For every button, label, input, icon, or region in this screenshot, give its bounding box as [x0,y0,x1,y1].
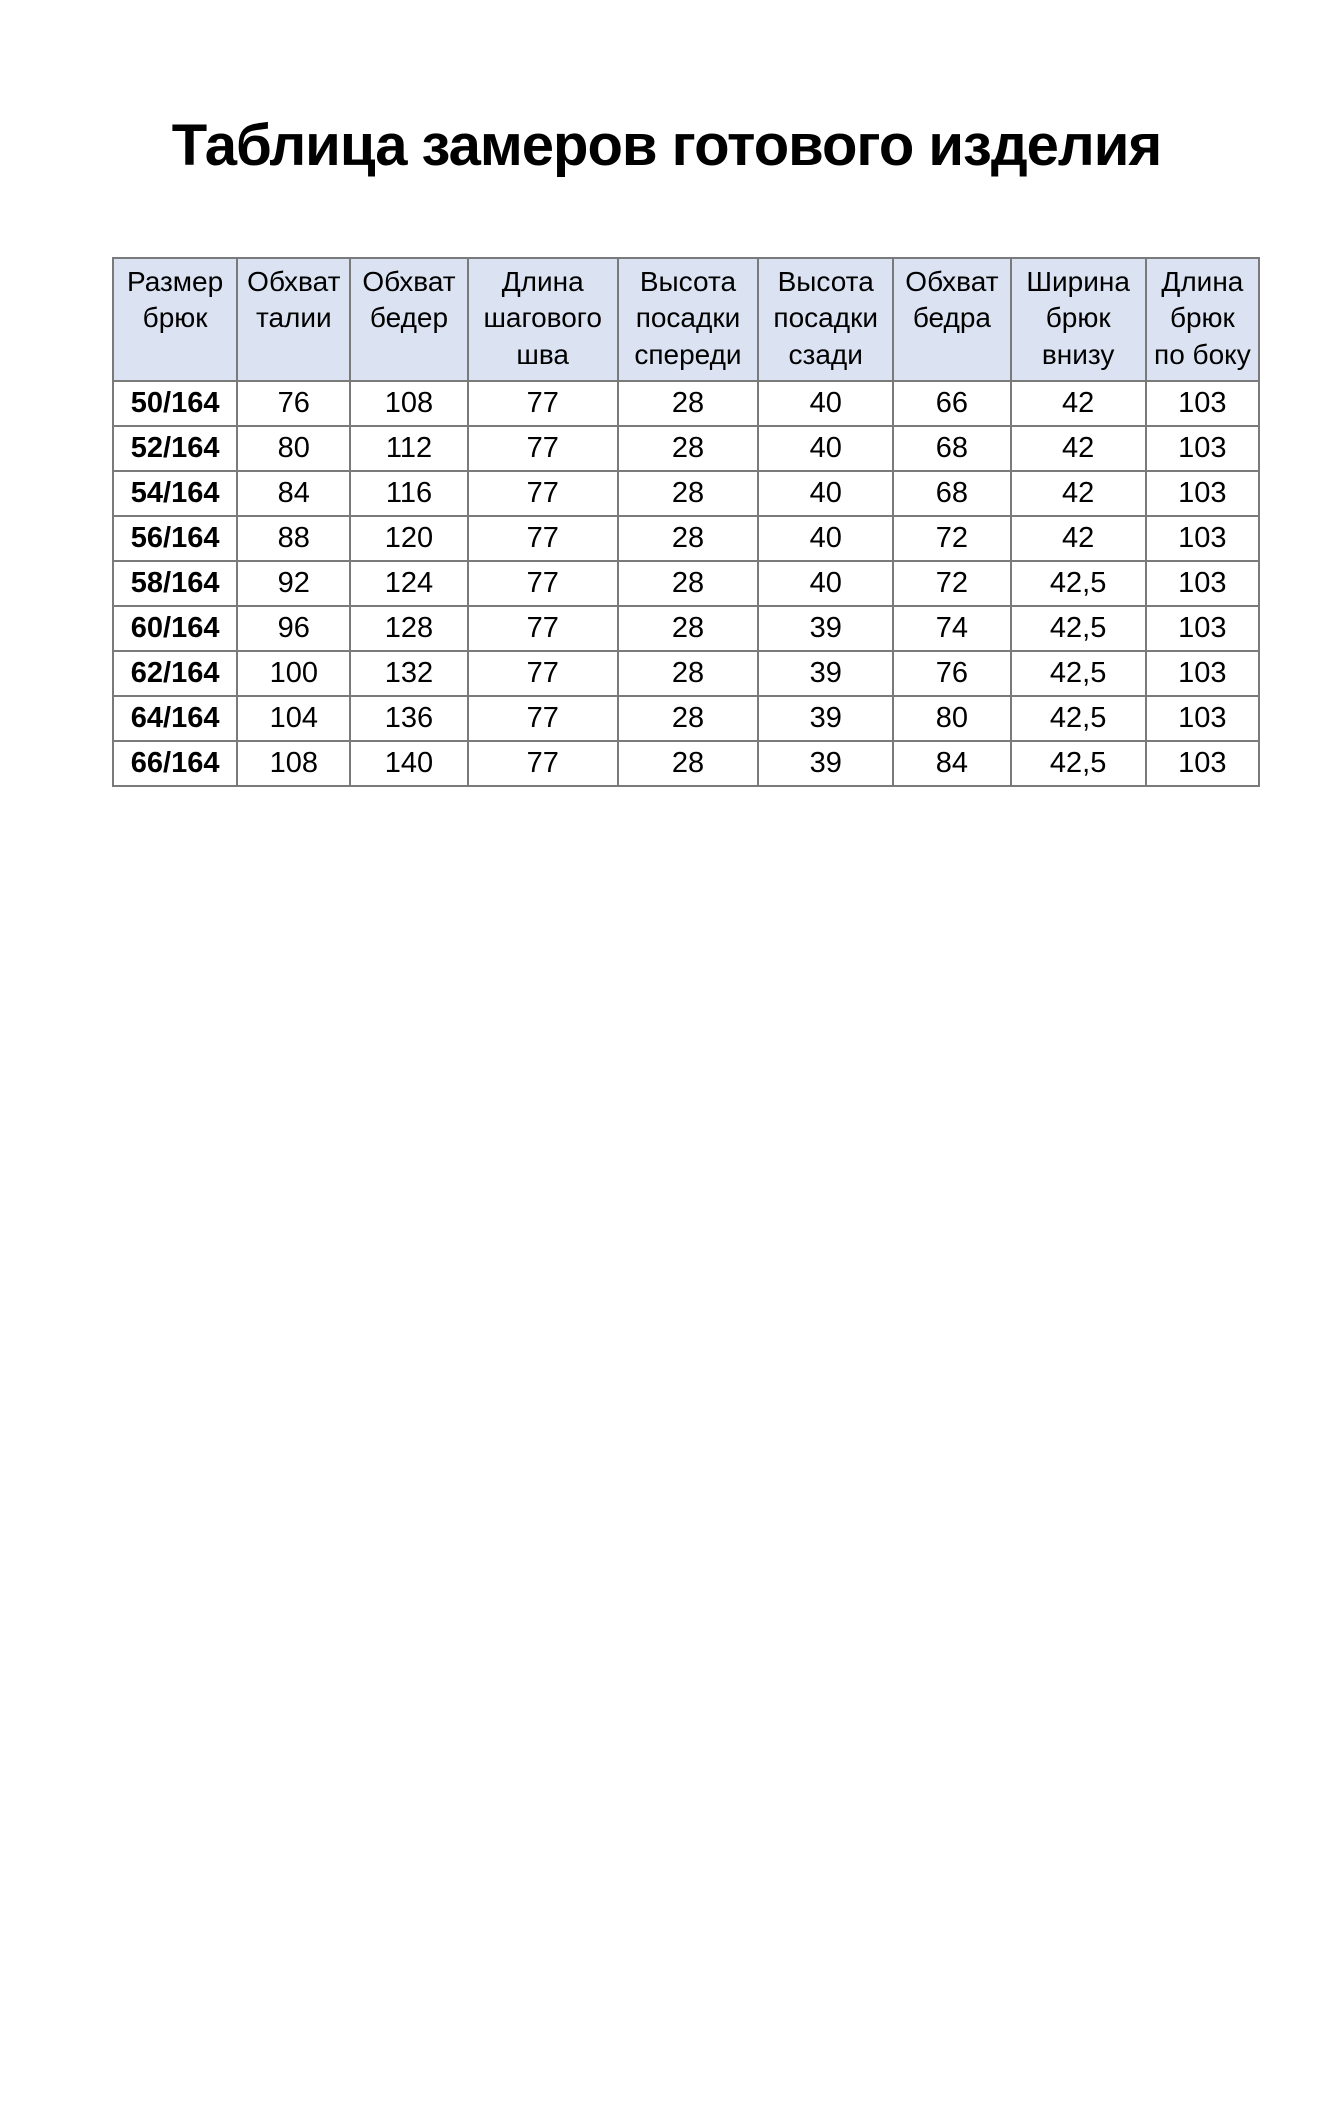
value-cell: 124 [350,561,467,606]
column-header-4: Длина шагового шва [468,258,618,381]
value-cell: 108 [350,381,467,426]
value-cell: 77 [468,741,618,786]
value-cell: 39 [758,741,893,786]
size-cell: 60/164 [113,606,237,651]
value-cell: 103 [1146,381,1259,426]
value-cell: 140 [350,741,467,786]
column-header-9: Длина брюк по боку [1146,258,1259,381]
value-cell: 40 [758,471,893,516]
value-cell: 103 [1146,741,1259,786]
value-cell: 88 [237,516,350,561]
value-cell: 40 [758,516,893,561]
size-cell: 50/164 [113,381,237,426]
value-cell: 28 [618,426,758,471]
table-row-52/164 [113,426,1259,471]
value-cell: 28 [618,561,758,606]
size-measurements-table [112,257,1260,787]
value-cell: 72 [893,516,1010,561]
value-cell: 132 [350,651,467,696]
value-cell: 42,5 [1011,651,1146,696]
value-cell: 80 [237,426,350,471]
column-header-6: Высота посадки сзади [758,258,893,381]
size-cell: 52/164 [113,426,237,471]
value-cell: 103 [1146,606,1259,651]
value-cell: 28 [618,606,758,651]
value-cell: 96 [237,606,350,651]
value-cell: 77 [468,561,618,606]
value-cell: 28 [618,741,758,786]
column-header-7: Обхват бедра [893,258,1010,381]
size-table-body [113,381,1259,786]
value-cell: 74 [893,606,1010,651]
value-cell: 112 [350,426,467,471]
value-cell: 66 [893,381,1010,426]
value-cell: 42 [1011,471,1146,516]
value-cell: 77 [468,426,618,471]
value-cell: 42 [1011,516,1146,561]
header-row [113,258,1259,381]
value-cell: 39 [758,696,893,741]
size-cell: 54/164 [113,471,237,516]
value-cell: 84 [893,741,1010,786]
size-cell: 58/164 [113,561,237,606]
size-table-header [113,258,1259,381]
table-row-54/164 [113,471,1259,516]
size-cell: 56/164 [113,516,237,561]
value-cell: 77 [468,606,618,651]
value-cell: 77 [468,651,618,696]
value-cell: 39 [758,606,893,651]
table-row-60/164 [113,606,1259,651]
value-cell: 104 [237,696,350,741]
column-header-2: Обхват талии [237,258,350,381]
value-cell: 77 [468,381,618,426]
value-cell: 40 [758,381,893,426]
value-cell: 103 [1146,471,1259,516]
value-cell: 100 [237,651,350,696]
value-cell: 128 [350,606,467,651]
value-cell: 84 [237,471,350,516]
value-cell: 42,5 [1011,561,1146,606]
value-cell: 103 [1146,696,1259,741]
value-cell: 108 [237,741,350,786]
value-cell: 116 [350,471,467,516]
value-cell: 28 [618,696,758,741]
column-header-1: Размер брюк [113,258,237,381]
value-cell: 39 [758,651,893,696]
value-cell: 42 [1011,426,1146,471]
table-row-50/164 [113,381,1259,426]
value-cell: 28 [618,381,758,426]
value-cell: 77 [468,696,618,741]
table-row-66/164 [113,741,1259,786]
size-cell: 62/164 [113,651,237,696]
value-cell: 72 [893,561,1010,606]
value-cell: 42,5 [1011,696,1146,741]
size-cell: 64/164 [113,696,237,741]
value-cell: 103 [1146,426,1259,471]
value-cell: 77 [468,516,618,561]
page-title: Таблица замеров готового изделия [171,113,1162,178]
size-cell: 66/164 [113,741,237,786]
table-row-62/164 [113,651,1259,696]
table-row-64/164 [113,696,1259,741]
column-header-3: Обхват бедер [350,258,467,381]
value-cell: 120 [350,516,467,561]
value-cell: 103 [1146,561,1259,606]
column-header-5: Высота посадки спереди [618,258,758,381]
document-page [0,112,1333,2112]
table-row-58/164 [113,561,1259,606]
value-cell: 92 [237,561,350,606]
value-cell: 80 [893,696,1010,741]
value-cell: 136 [350,696,467,741]
value-cell: 40 [758,426,893,471]
value-cell: 42,5 [1011,741,1146,786]
column-header-8: Ширина брюк внизу [1011,258,1146,381]
value-cell: 103 [1146,516,1259,561]
value-cell: 28 [618,471,758,516]
value-cell: 28 [618,516,758,561]
value-cell: 103 [1146,651,1259,696]
value-cell: 77 [468,471,618,516]
table-row-56/164 [113,516,1259,561]
value-cell: 40 [758,561,893,606]
value-cell: 76 [237,381,350,426]
value-cell: 76 [893,651,1010,696]
value-cell: 28 [618,651,758,696]
value-cell: 42,5 [1011,606,1146,651]
value-cell: 42 [1011,381,1146,426]
value-cell: 68 [893,426,1010,471]
value-cell: 68 [893,471,1010,516]
